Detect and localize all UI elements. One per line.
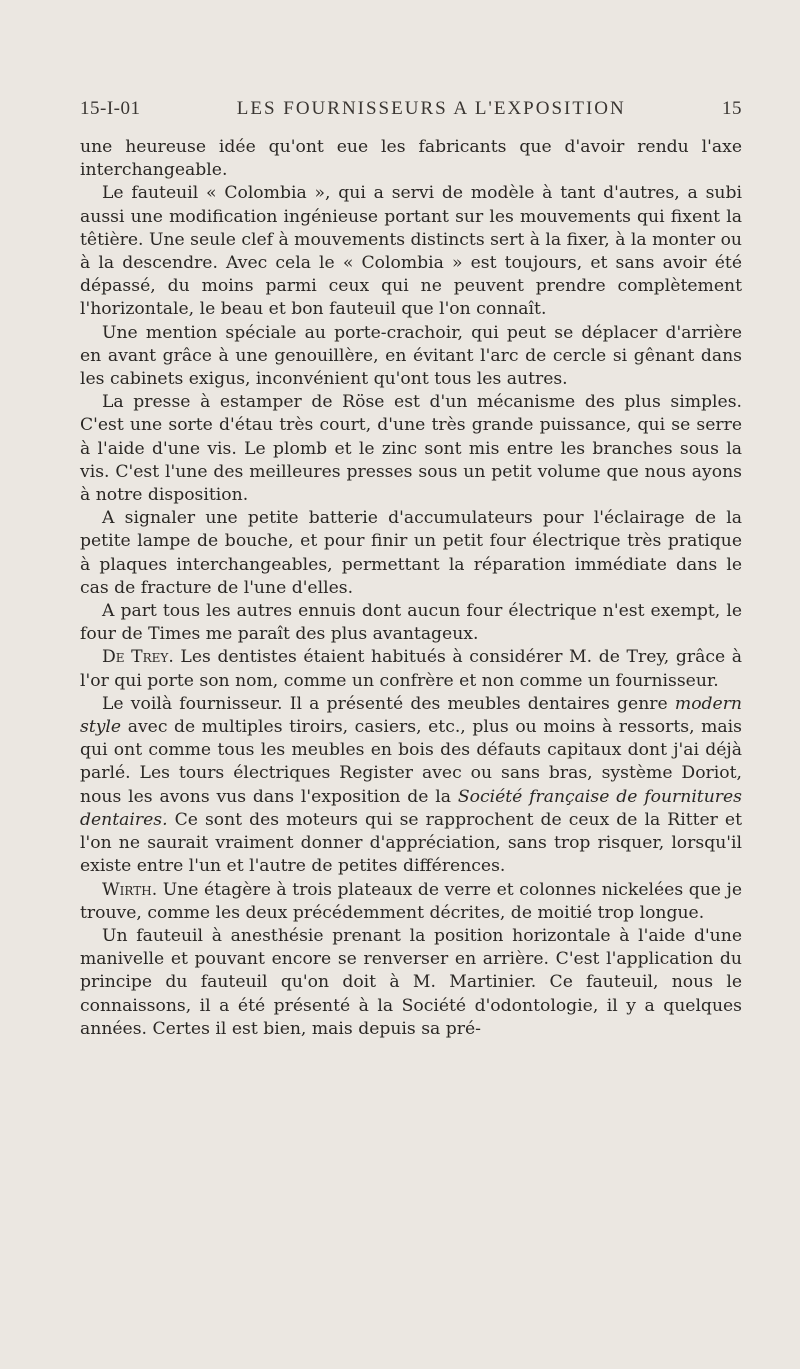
- italic-society-name: Société française de fournitures dentaires.: [80, 786, 742, 830]
- header-title: LES FOURNISSEURS A L'EXPOSITION: [236, 98, 626, 119]
- paragraph-text: avec de multiples tiroirs, casiers, etc., plus ou moins à ressorts, mais qui ont comme tous les meubles en bois des défauts capitaux dont j'ai déjà parlé. Les tours électriques Register avec ou sans bras, système Doriot, nous les avons vus dans l'exposition de la: [80, 717, 742, 807]
- paragraph: une heureuse idée qu'ont eue les fabricants que d'avoir rendu l'axe interchangeable.: [80, 137, 742, 181]
- paragraph: [80, 879, 742, 925]
- paragraph: Une mention spéciale au porte-crachoir, qui peut se déplacer d'arrière en avant grâce à une genouillère, en évitant l'arc de cercle si gênant dans les cabinets exigus, inconvénient qu'ont tous les autres.: [80, 322, 742, 390]
- paragraph-text: Le voilà fournisseur. Il a présenté des meubles dentaires genre: [102, 693, 675, 714]
- italic-term: modern style: [80, 693, 742, 738]
- page-body: [80, 136, 742, 1041]
- paragraph: [80, 646, 742, 692]
- paragraph: La presse à estamper de Röse est d'un mécanisme des plus simples. C'est une sorte d'étau très court, d'une très grande puissance, qui se serre à l'aide d'une vis. Le plomb et le zinc sont mis entre les branches sous la vis. C'est l'une des meilleures presses sous un petit volume que nous ayons à notre disposition.: [80, 392, 742, 506]
- section-lead-wirth: Wirth.: [102, 879, 158, 900]
- section-lead-de-trey: De Trey.: [102, 647, 174, 668]
- paragraph: Le fauteuil « Colombia », qui a servi de modèle à tant d'autres, a subi aussi une modification ingénieuse portant sur les mouvements qui fixent la têtière. Une seule clef à mouvements distincts sert à la fixer, à la monter ou à la descendre. Avec cela le « Colombia » est toujours, et sans avoir été dépassé, du moins parmi ceux qui ne peuvent prendre complètement l'horizontale, le beau et bon fauteuil que l'on connaît.: [80, 183, 743, 320]
- paragraph: A part tous les autres ennuis dont aucun four électrique n'est exempt, le four de Times me paraît des plus avantageux.: [80, 601, 742, 645]
- paragraph: Un fauteuil à anesthésie prenant la position horizontale à l'aide d'une manivelle et pouvant encore se renverser en arrière. C'est l'application du principe du fauteuil qu'on doit à M. Martinier. Ce fauteuil, nous le connaissons, il a été présenté à la Société d'odontologie, il y a quelques années. Certes il est bien, mais depuis sa pré-: [80, 925, 742, 1039]
- paragraph-text: Les dentistes étaient habitués à considérer M. de Trey, grâce à l'or qui porte son nom, comme un confrère et non comme un fournisseur.: [80, 647, 742, 691]
- paragraph-text: Ce sont des moteurs qui se rapprochent de ceux de la Ritter et l'on ne saurait vraiment donner d'appréciation, sans trop risquer, lorsqu'il existe entre l'un et l'autre de petites différences.: [80, 809, 742, 877]
- paragraph-text: Une étagère à trois plateaux de verre et colonnes nickelées que je trouve, comme les deux précédemment décrites, de moitié trop longue.: [80, 879, 742, 923]
- header-date: 15-I-01: [80, 98, 141, 119]
- paragraph: A signaler une petite batterie d'accumulateurs pour l'éclairage de la petite lampe de bouche, et pour finir un petit four électrique très pratique à plaques interchangeables, permettant la réparation immédiate dans le cas de fracture de l'une d'elles.: [80, 508, 742, 598]
- page-number: 15: [721, 98, 742, 119]
- running-header: [80, 98, 742, 128]
- paragraph: [80, 693, 742, 879]
